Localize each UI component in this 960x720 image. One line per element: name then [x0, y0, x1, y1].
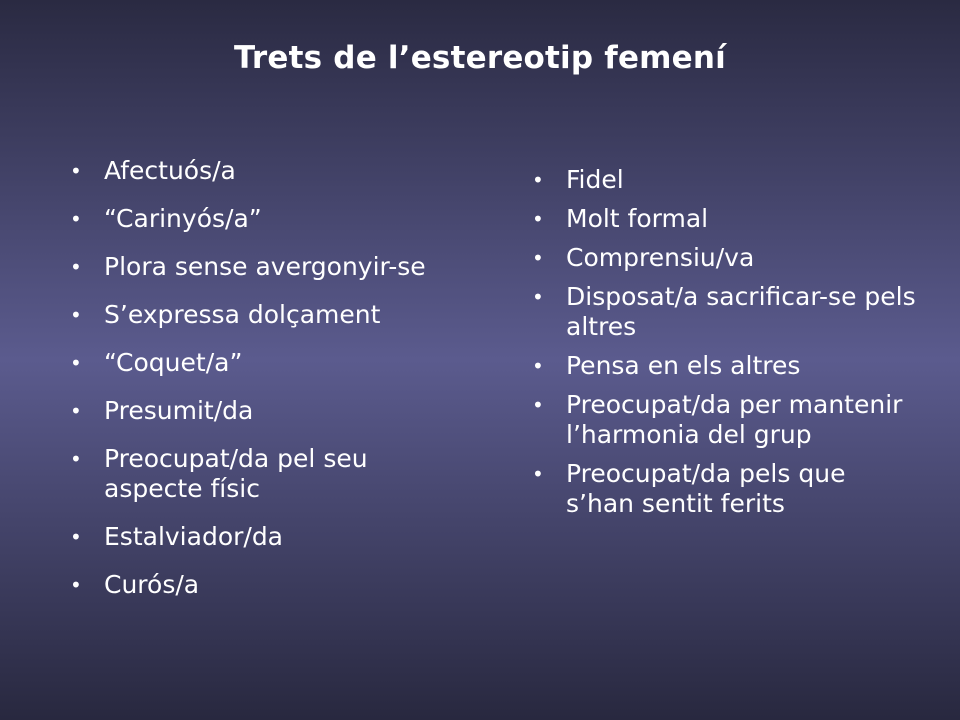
bullet-icon: •: [70, 399, 82, 423]
list-item-text: Afectuós/a: [104, 156, 236, 185]
list-item: [70, 252, 450, 282]
list-item-text: S’expressa dolçament: [104, 300, 381, 329]
list-item-text: Pensa en els altres: [566, 351, 801, 380]
bullet-icon: •: [532, 168, 544, 192]
list-item: [70, 444, 450, 504]
list-item-text: Curós/a: [104, 570, 200, 599]
bullet-icon: •: [70, 255, 82, 279]
bullet-icon: •: [70, 351, 82, 375]
list-item: [532, 351, 917, 381]
list-item: [532, 459, 917, 519]
list-item: [70, 156, 450, 186]
list-item-text: Presumit/da: [104, 396, 254, 425]
bullet-icon: •: [70, 525, 82, 549]
list-item-text: Fidel: [566, 165, 624, 194]
list-item-text: Disposat/a sacrificar-se pels altres: [566, 282, 916, 341]
bullet-icon: •: [532, 462, 544, 486]
list-item-text: Comprensiu/va: [566, 243, 755, 272]
list-item: [532, 243, 917, 273]
list-item-text: Preocupat/da pels que s’han sentit ferits: [566, 459, 846, 518]
list-item: [532, 165, 917, 195]
bullet-icon: •: [532, 246, 544, 270]
list-item-text: Preocupat/da pel seu aspecte físic: [104, 444, 368, 503]
list-item: [70, 570, 450, 600]
left-trait-list: [70, 156, 450, 618]
bullet-icon: •: [532, 285, 544, 309]
list-item: [70, 348, 450, 378]
slide-title: Trets de l’estereotip femení: [233, 40, 727, 76]
bullet-icon: •: [70, 303, 82, 327]
list-item-text: Estalviador/da: [104, 522, 284, 551]
bullet-icon: •: [532, 393, 544, 417]
list-item: [532, 282, 917, 342]
bullet-icon: •: [532, 207, 544, 231]
bullet-icon: •: [70, 159, 82, 183]
list-item-text: “Coquet/a”: [104, 348, 243, 377]
list-item: [532, 204, 917, 234]
bullet-icon: •: [70, 447, 82, 471]
list-item-text: “Carinyós/a”: [104, 204, 262, 233]
bullet-icon: •: [70, 573, 82, 597]
list-item-text: Preocupat/da per mantenir l’harmonia del grup: [566, 390, 903, 449]
list-item: [70, 204, 450, 234]
bullet-icon: •: [532, 354, 544, 378]
list-item: [70, 396, 450, 426]
bullet-icon: •: [70, 207, 82, 231]
list-item: [532, 390, 917, 450]
list-item-text: Plora sense avergonyir-se: [104, 252, 426, 281]
right-trait-list: [532, 165, 917, 528]
list-item: [70, 300, 450, 330]
list-item: [70, 522, 450, 552]
list-item-text: Molt formal: [566, 204, 709, 233]
